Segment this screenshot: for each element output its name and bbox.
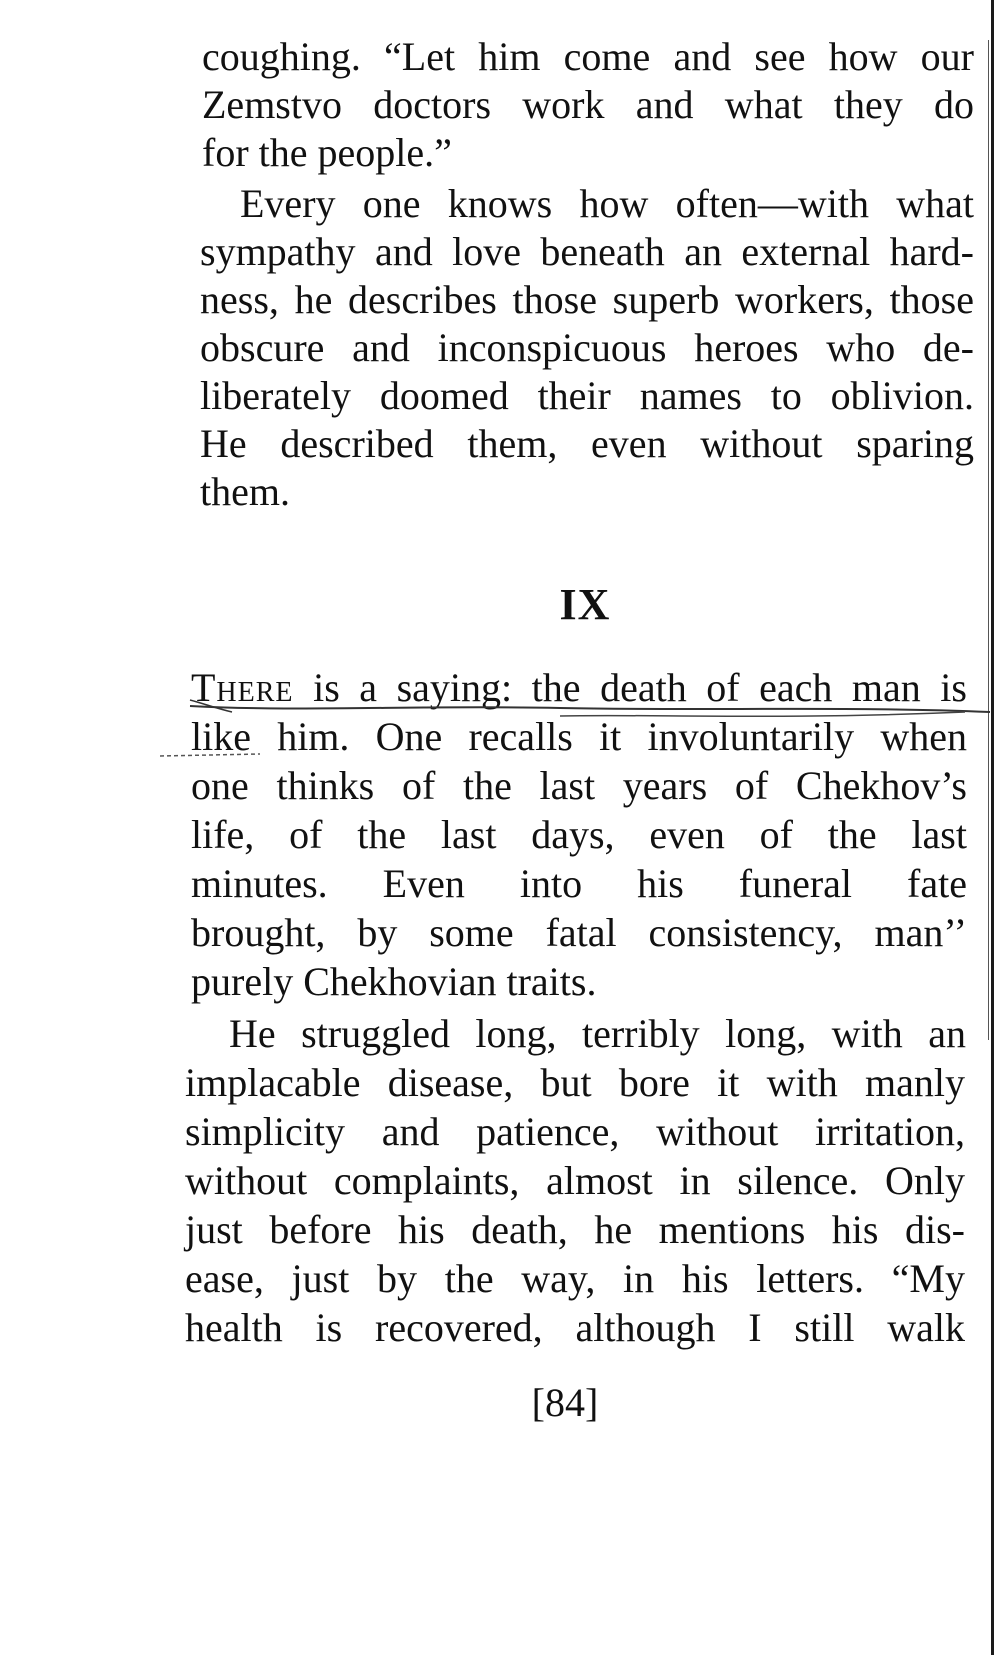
text-line: minutes. Even into his funeral fate bbox=[191, 861, 967, 906]
text-line: obscure and inconspicuous heroes who de- bbox=[200, 325, 974, 370]
first-line-rest: is a saying: the death of each man is bbox=[293, 665, 967, 710]
text-line: them. bbox=[200, 469, 290, 514]
text-line: coughing. “Let him come and see how our bbox=[202, 34, 974, 79]
text-line: just before his death, he mentions his dis- bbox=[185, 1207, 965, 1252]
text-line: health is recovered, although I still walk bbox=[185, 1305, 965, 1350]
text-line: for the people.” bbox=[202, 130, 452, 175]
text-line: implacable disease, but bore it with manly bbox=[185, 1060, 965, 1105]
text-line: Zemstvo doctors work and what they do bbox=[202, 82, 974, 127]
text-line: brought, by some fatal consistency, man’’ bbox=[191, 910, 967, 955]
text-line: purely Chekhovian traits. bbox=[191, 959, 597, 1004]
text-line: ness, he describes those superb workers, those bbox=[200, 277, 974, 322]
text-line: ease, just by the way, in his letters. “My bbox=[185, 1256, 965, 1301]
text-line: Every one knows how often—with what bbox=[240, 181, 974, 226]
text-line: simplicity and patience, without irritation, bbox=[185, 1109, 965, 1154]
text-line: one thinks of the last years of Chekhov’s bbox=[191, 763, 967, 808]
section-heading: IX bbox=[559, 580, 611, 629]
text-line: liberately doomed their names to oblivion. bbox=[200, 373, 974, 418]
text-line: He struggled long, terribly long, with an bbox=[229, 1011, 966, 1056]
lead-word-smallcaps: There bbox=[191, 665, 294, 710]
text-line: like him. One recalls it involuntarily when bbox=[191, 714, 967, 759]
text-line: life, of the last days, even of the last bbox=[191, 812, 967, 857]
text-line: He described them, even without sparing bbox=[200, 421, 974, 466]
page-number: [84] bbox=[531, 1380, 599, 1425]
text-line: sympathy and love beneath an external hard- bbox=[200, 229, 974, 274]
text-line: without complaints, almost in silence. Only bbox=[185, 1158, 965, 1203]
